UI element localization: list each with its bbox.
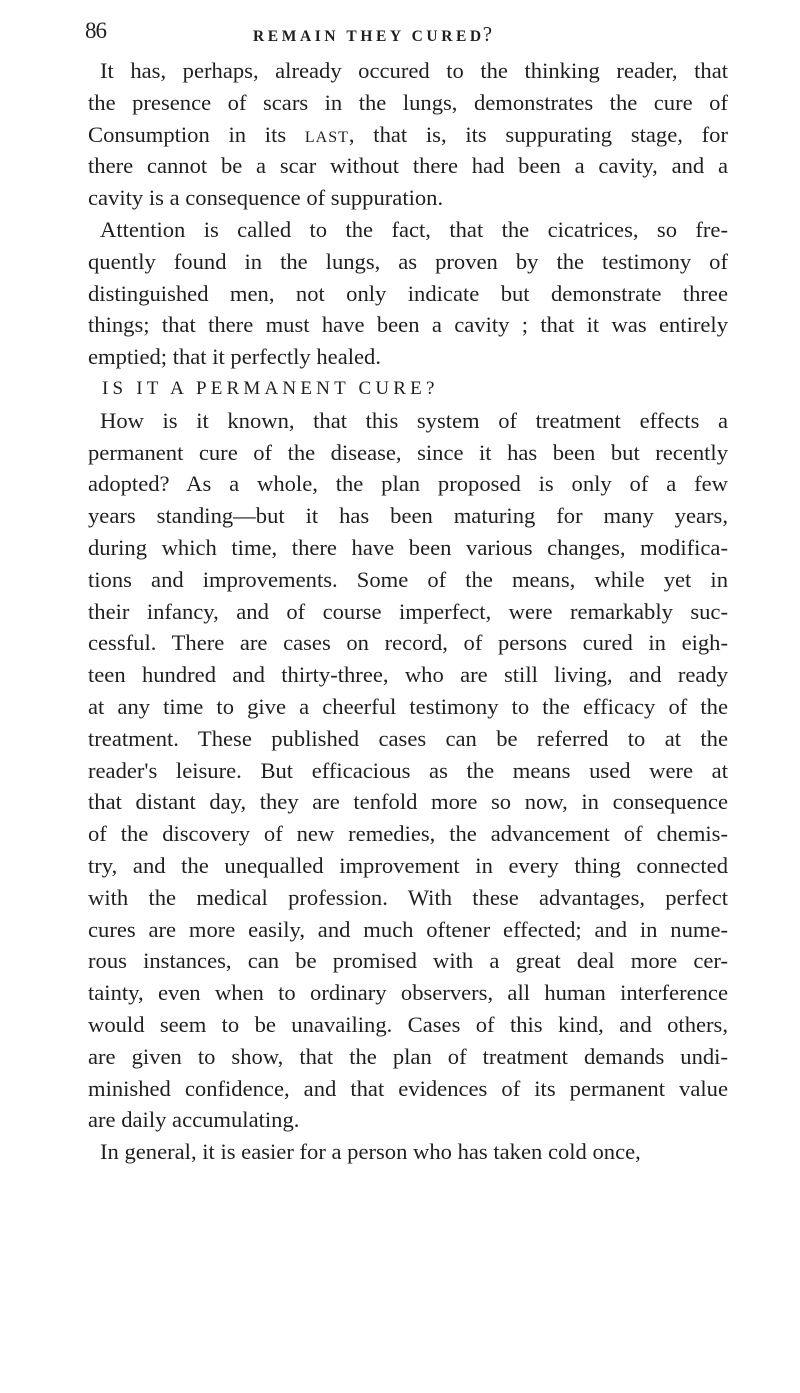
- text-fragment: Consumption in its: [88, 121, 287, 147]
- text-line: there cannot be a scar without there had been a cavity, and a: [88, 153, 728, 179]
- paragraph: [88, 405, 728, 1136]
- text-line: permanent cure of the disease, since it has been but recently: [88, 439, 728, 465]
- paragraph: [88, 55, 728, 214]
- text-line: the presence of scars in the lungs, demonstrates the cure of: [88, 89, 728, 115]
- emphasis-small-caps: last: [304, 121, 349, 147]
- text-line: rous instances, can be promised with a great deal more cer-: [88, 948, 728, 974]
- running-head: [253, 22, 492, 47]
- section-heading: IS IT A PERMANENT CURE?: [102, 377, 439, 399]
- text-line: cures are more easily, and much oftener effected; and in nume-: [88, 916, 728, 942]
- text-line: things; that there must have been a cavity ; that it was entirely: [88, 312, 728, 338]
- text-line: that distant day, they are tenfold more so now, in consequence: [88, 789, 728, 815]
- text-line: tions and improvements. Some of the means, while yet in: [88, 566, 728, 592]
- text-line: would seem to be unavailing. Cases of this kind, and others,: [88, 1011, 728, 1037]
- text-line: their infancy, and of course imperfect, were remarkably suc-: [88, 598, 728, 624]
- text-line: quently found in the lungs, as proven by the testimony of: [88, 248, 728, 274]
- paragraph: [88, 214, 728, 373]
- text-line: In general, it is easier for a person who has taken cold once,: [100, 1139, 641, 1165]
- text-line: of the discovery of new remedies, the advancement of chemis-: [88, 821, 728, 847]
- text-line: [88, 119, 728, 151]
- text-line: are given to show, that the plan of treatment demands undi-: [88, 1043, 728, 1069]
- text-line: tainty, even when to ordinary observers, all human interference: [88, 980, 728, 1006]
- page-number: 86: [85, 18, 106, 43]
- text-line: treatment. These published cases can be referred to at the: [88, 725, 728, 751]
- text-line: try, and the unequalled improvement in every thing connected: [88, 852, 728, 878]
- text-line: distinguished men, not only indicate but demonstrate three: [88, 280, 728, 306]
- text-line: It has, perhaps, already occured to the thinking reader, that: [100, 58, 728, 83]
- text-line: emptied; that it perfectly healed.: [88, 344, 381, 370]
- text-line: Attention is called to the fact, that the cicatrices, so fre-: [100, 216, 728, 242]
- text-line: cessful. There are cases on record, of persons cured in eigh-: [88, 630, 728, 656]
- text-line: How is it known, that this system of treatment effects a: [100, 407, 728, 433]
- text-line: minished confidence, and that evidences of its permanent value: [88, 1075, 728, 1101]
- text-line: reader's leisure. But efficacious as the means used were at: [88, 757, 728, 783]
- text-line: cavity is a consequence of suppuration.: [88, 185, 444, 211]
- text-line: during which time, there have been various changes, modifica-: [88, 534, 728, 560]
- body-text: [88, 55, 728, 1168]
- text-fragment: , that is, its suppurating stage, for: [348, 121, 728, 147]
- running-head-text: REMAIN THEY CURED: [253, 28, 485, 45]
- text-line: years standing—but it has been maturing for many years,: [88, 503, 728, 529]
- text-line: with the medical profession. With these advantages, perfect: [88, 884, 728, 910]
- text-line: adopted? As a whole, the plan proposed is only of a few: [88, 471, 728, 497]
- running-head-question-mark: ?: [482, 22, 493, 46]
- text-line: teen hundred and thirty-three, who are still living, and ready: [88, 662, 728, 688]
- page-header: [85, 18, 728, 48]
- text-line: are daily accumulating.: [88, 1107, 300, 1133]
- paragraph: [88, 1136, 728, 1168]
- text-line: at any time to give a cheerful testimony to the efficacy of the: [88, 693, 728, 719]
